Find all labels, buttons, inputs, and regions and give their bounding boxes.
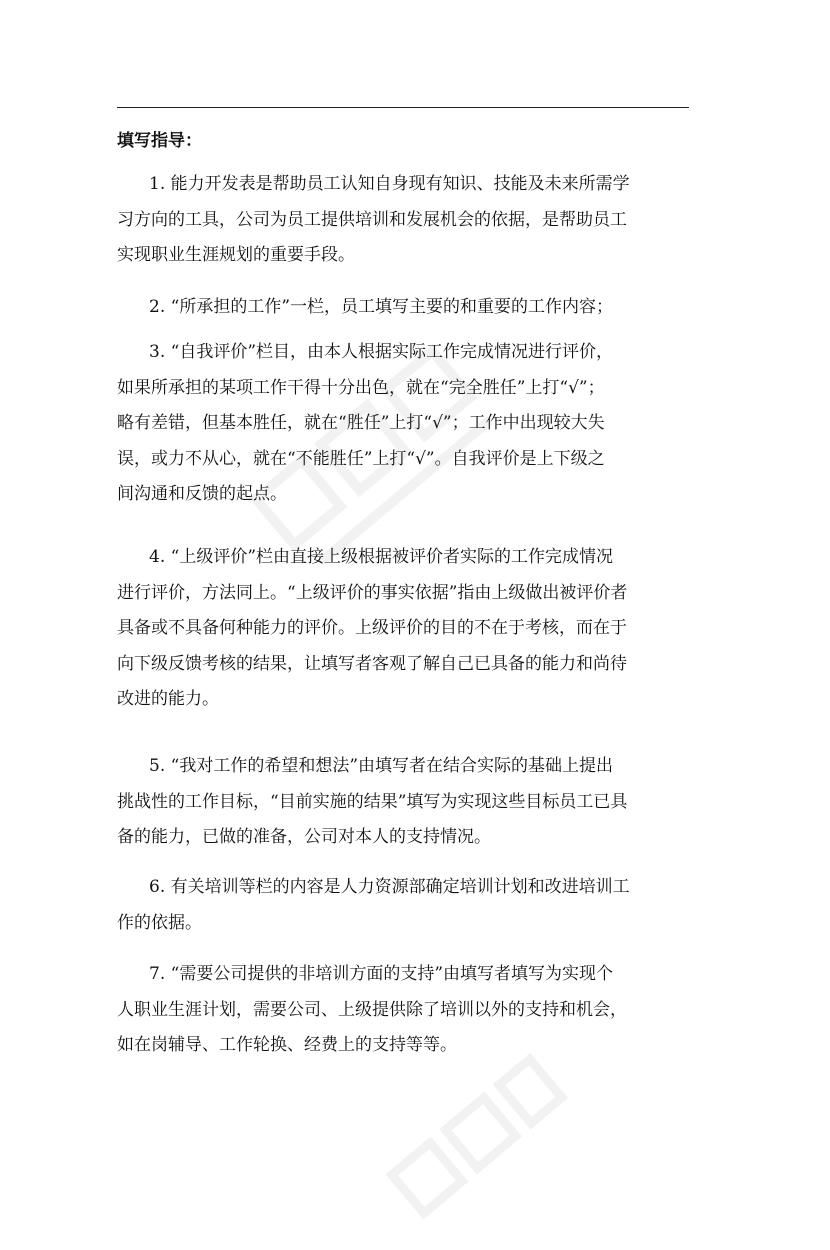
guideline-item-5 bbox=[117, 749, 697, 856]
guideline-item-7 bbox=[117, 957, 697, 1064]
guideline-item-4 bbox=[117, 540, 697, 718]
text-line: 7. “需要公司提供的非培训方面的支持”由填写者填写为实现个 bbox=[149, 964, 614, 984]
text-line: 具备或不具备何种能力的评价。上级评价的目的不在于考核，而在于 bbox=[117, 618, 627, 638]
text-line: 习方向的工具，公司为员工提供培训和发展机会的依据，是帮助员工 bbox=[117, 209, 627, 230]
text-line: 作的依据。 bbox=[117, 912, 202, 933]
text-line: 改进的能力。 bbox=[117, 689, 219, 709]
text-line: 略有差错，但基本胜任，就在“胜任”上打“√”；工作中出现较大失 bbox=[117, 413, 605, 433]
text-line: 备的能力，已做的准备，公司对本人的支持情况。 bbox=[117, 827, 491, 847]
text-line: 2. “所承担的工作”一栏，员工填写主要的和重要的工作内容； bbox=[149, 297, 614, 317]
text-line: 如果所承担的某项工作干得十分出色，就在“完全胜任”上打“√”； bbox=[117, 377, 605, 398]
text-line: 如在岗辅导、工作轮换、经费上的支持等等。 bbox=[117, 1035, 457, 1055]
text-line: 误，或力不从心，就在“不能胜任”上打“√”。自我评价是上下级之 bbox=[117, 448, 605, 469]
text-line: 进行评价，方法同上。“上级评价的事实依据”指由上级做出被评价者 bbox=[117, 582, 628, 603]
top-divider bbox=[117, 107, 689, 108]
text-line: 3. “自我评价”栏目，由本人根据实际工作完成情况进行评价， bbox=[149, 342, 614, 362]
text-line: 5. “我对工作的希望和想法”由填写者在结合实际的基础上提出 bbox=[149, 756, 614, 776]
text-line: 向下级反馈考核的结果，让填写者客观了解自己已具备的能力和尚待 bbox=[117, 653, 627, 674]
guideline-item-3 bbox=[117, 335, 697, 513]
guideline-item-6 bbox=[117, 870, 697, 941]
section-heading: 填写指导： bbox=[117, 131, 202, 151]
text-line: 1. 能力开发表是帮助员工认知自身现有知识、技能及未来所需学 bbox=[149, 174, 630, 194]
text-line: 4. “上级评价”栏由直接上级根据被评价者实际的工作完成情况 bbox=[149, 547, 614, 567]
text-line: 间沟通和反馈的起点。 bbox=[117, 484, 287, 504]
text-line: 实现职业生涯规划的重要手段。 bbox=[117, 245, 355, 265]
text-line: 人职业生涯计划，需要公司、上级提供除了培训以外的支持和机会， bbox=[117, 999, 627, 1020]
text-line: 挑战性的工作目标，“目前实施的结果”填写为实现这些目标员工已具 bbox=[117, 791, 628, 812]
guideline-item-2 bbox=[117, 290, 697, 326]
guideline-item-1 bbox=[117, 167, 697, 274]
text-line: 6. 有关培训等栏的内容是人力资源部确定培训计划和改进培训工 bbox=[149, 877, 630, 897]
